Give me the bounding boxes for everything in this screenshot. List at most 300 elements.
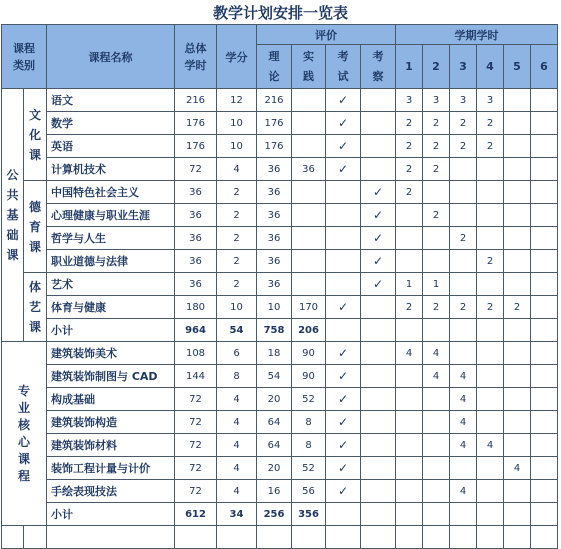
assessment-check [361, 434, 396, 457]
semester-5-hours [504, 204, 531, 227]
semester-3-hours [450, 503, 477, 526]
credits: 2 [217, 250, 257, 273]
semester-4-hours [477, 503, 504, 526]
assessment-check [361, 342, 396, 365]
semester-3-hours: 2 [450, 296, 477, 319]
semester-5-hours [504, 388, 531, 411]
semester-1-hours [396, 227, 423, 250]
semester-5-hours [504, 227, 531, 250]
semester-5-hours [504, 434, 531, 457]
course-name: 职业道德与法律 [47, 250, 175, 273]
credits: 6 [217, 342, 257, 365]
practice-hours [292, 227, 326, 250]
semester-4-hours: 2 [477, 296, 504, 319]
table-row [2, 388, 558, 411]
practice-hours: 8 [292, 434, 326, 457]
semester-6-hours [531, 342, 558, 365]
table-row [2, 365, 558, 388]
section-core: 专业核心课程 [2, 342, 47, 526]
assessment-check: ✓ [361, 250, 396, 273]
credits: 8 [217, 365, 257, 388]
theory-hours: 64 [257, 411, 292, 434]
credits: 2 [217, 204, 257, 227]
exam-check [326, 181, 361, 204]
semester-4-hours [477, 227, 504, 250]
empty-cell [477, 526, 504, 549]
table-row [2, 204, 558, 227]
theory-hours: 36 [257, 227, 292, 250]
header-exam: 考试 [326, 45, 361, 89]
total-hours: 612 [175, 503, 217, 526]
semester-4-hours [477, 181, 504, 204]
semester-5-hours [504, 365, 531, 388]
semester-4-hours [477, 273, 504, 296]
subtotal-row [2, 503, 558, 526]
semester-2-hours: 2 [423, 135, 450, 158]
course-name: 建筑装饰构造 [47, 411, 175, 434]
semester-1-hours [396, 204, 423, 227]
empty-cell [292, 526, 326, 549]
semester-1-hours: 2 [396, 135, 423, 158]
course-name: 艺术 [47, 273, 175, 296]
semester-6-hours [531, 227, 558, 250]
semester-4-hours: 3 [477, 89, 504, 112]
semester-6-hours [531, 135, 558, 158]
theory-hours: 36 [257, 181, 292, 204]
header-course-name: 课程名称 [47, 25, 175, 89]
practice-hours: 56 [292, 480, 326, 503]
theory-hours: 36 [257, 273, 292, 296]
course-name: 数学 [47, 112, 175, 135]
semester-1-hours [396, 365, 423, 388]
semester-2-hours: 2 [423, 112, 450, 135]
course-name: 英语 [47, 135, 175, 158]
course-name: 哲学与人生 [47, 227, 175, 250]
total-hours: 36 [175, 227, 217, 250]
theory-hours: 36 [257, 158, 292, 181]
exam-check [326, 227, 361, 250]
semester-2-hours: 3 [423, 89, 450, 112]
exam-check: ✓ [326, 411, 361, 434]
page-title: 教学计划安排一览表 [212, 4, 348, 22]
semester-4-hours: 2 [477, 135, 504, 158]
header-semester-4: 4 [477, 45, 504, 89]
practice-hours: 36 [292, 158, 326, 181]
semester-1-hours [396, 434, 423, 457]
semester-1-hours: 2 [396, 181, 423, 204]
semester-5-hours [504, 250, 531, 273]
header-assessment: 考察 [361, 45, 396, 89]
exam-check: ✓ [326, 158, 361, 181]
semester-6-hours [531, 365, 558, 388]
table-row [2, 250, 558, 273]
semester-1-hours [396, 503, 423, 526]
total-hours: 72 [175, 457, 217, 480]
empty-cell [396, 526, 423, 549]
semester-6-hours [531, 296, 558, 319]
header-semester-6: 6 [531, 45, 558, 89]
semester-2-hours [423, 388, 450, 411]
table-row [2, 181, 558, 204]
semester-5-hours [504, 319, 531, 342]
semester-1-hours [396, 480, 423, 503]
practice-hours [292, 135, 326, 158]
semester-4-hours: 2 [477, 250, 504, 273]
total-hours: 72 [175, 434, 217, 457]
assessment-check [361, 296, 396, 319]
theory-hours: 216 [257, 89, 292, 112]
exam-check: ✓ [326, 112, 361, 135]
practice-hours [292, 112, 326, 135]
table-row [2, 457, 558, 480]
semester-4-hours [477, 411, 504, 434]
empty-cell [326, 526, 361, 549]
assessment-check: ✓ [361, 227, 396, 250]
credits: 4 [217, 411, 257, 434]
practice-hours: 90 [292, 342, 326, 365]
table-row [2, 480, 558, 503]
total-hours: 72 [175, 480, 217, 503]
theory-hours: 16 [257, 480, 292, 503]
semester-3-hours: 2 [450, 135, 477, 158]
course-name: 计算机技术 [47, 158, 175, 181]
semester-2-hours: 2 [423, 158, 450, 181]
theory-hours: 10 [257, 296, 292, 319]
semester-5-hours [504, 135, 531, 158]
exam-check: ✓ [326, 135, 361, 158]
theory-hours: 758 [257, 319, 292, 342]
assessment-check: ✓ [361, 204, 396, 227]
semester-5-hours [504, 89, 531, 112]
semester-6-hours [531, 181, 558, 204]
semester-1-hours: 2 [396, 158, 423, 181]
semester-6-hours [531, 204, 558, 227]
exam-check: ✓ [326, 342, 361, 365]
practice-hours [292, 273, 326, 296]
semester-5-hours: 4 [504, 457, 531, 480]
course-name: 小计 [47, 319, 175, 342]
semester-2-hours: 2 [423, 204, 450, 227]
semester-6-hours [531, 480, 558, 503]
semester-3-hours: 2 [450, 227, 477, 250]
practice-hours: 52 [292, 388, 326, 411]
practice-hours: 52 [292, 457, 326, 480]
course-name: 装饰工程计量与计价 [47, 457, 175, 480]
semester-6-hours [531, 411, 558, 434]
header-semester-hours: 学期学时 [396, 25, 558, 45]
assessment-check [361, 135, 396, 158]
empty-cell [24, 526, 47, 549]
practice-hours: 206 [292, 319, 326, 342]
semester-4-hours [477, 480, 504, 503]
semester-2-hours: 2 [423, 296, 450, 319]
practice-hours [292, 181, 326, 204]
credits: 2 [217, 181, 257, 204]
practice-hours: 90 [292, 365, 326, 388]
assessment-check: ✓ [361, 273, 396, 296]
assessment-check [361, 89, 396, 112]
semester-5-hours [504, 112, 531, 135]
table-row [2, 89, 558, 112]
semester-2-hours: 1 [423, 273, 450, 296]
semester-3-hours: 4 [450, 388, 477, 411]
semester-5-hours [504, 342, 531, 365]
semester-5-hours [504, 158, 531, 181]
credits: 4 [217, 158, 257, 181]
semester-6-hours [531, 388, 558, 411]
semester-3-hours: 4 [450, 411, 477, 434]
semester-6-hours [531, 112, 558, 135]
total-hours: 72 [175, 388, 217, 411]
semester-6-hours [531, 250, 558, 273]
credits: 4 [217, 457, 257, 480]
teaching-plan-table [1, 24, 558, 549]
theory-hours: 18 [257, 342, 292, 365]
exam-check [326, 204, 361, 227]
total-hours: 36 [175, 250, 217, 273]
empty-cell [2, 526, 24, 549]
semester-3-hours: 4 [450, 434, 477, 457]
semester-2-hours [423, 457, 450, 480]
course-name: 中国特色社会主义 [47, 181, 175, 204]
semester-1-hours [396, 319, 423, 342]
semester-1-hours [396, 411, 423, 434]
semester-4-hours: 4 [477, 434, 504, 457]
course-name: 建筑装饰美术 [47, 342, 175, 365]
credits: 54 [217, 319, 257, 342]
semester-3-hours [450, 342, 477, 365]
assessment-check: ✓ [361, 181, 396, 204]
empty-cell [504, 526, 531, 549]
credits: 10 [217, 112, 257, 135]
section-moral: 德育课 [24, 181, 47, 273]
exam-check [326, 319, 361, 342]
semester-5-hours [504, 503, 531, 526]
theory-hours: 256 [257, 503, 292, 526]
header-semester-3: 3 [450, 45, 477, 89]
semester-1-hours: 2 [396, 112, 423, 135]
assessment-check [361, 319, 396, 342]
total-hours: 180 [175, 296, 217, 319]
exam-check: ✓ [326, 434, 361, 457]
header-evaluation: 评价 [257, 25, 396, 45]
empty-cell [217, 526, 257, 549]
course-name: 建筑装饰材料 [47, 434, 175, 457]
total-hours: 144 [175, 365, 217, 388]
exam-check: ✓ [326, 296, 361, 319]
semester-3-hours: 2 [450, 112, 477, 135]
theory-hours: 20 [257, 457, 292, 480]
empty-cell [423, 526, 450, 549]
semester-5-hours [504, 411, 531, 434]
semester-6-hours [531, 89, 558, 112]
semester-1-hours [396, 457, 423, 480]
semester-2-hours [423, 434, 450, 457]
total-hours: 72 [175, 411, 217, 434]
semester-2-hours [423, 250, 450, 273]
theory-hours: 36 [257, 204, 292, 227]
assessment-check [361, 158, 396, 181]
semester-3-hours [450, 457, 477, 480]
exam-check [326, 250, 361, 273]
semester-2-hours [423, 411, 450, 434]
theory-hours: 176 [257, 112, 292, 135]
semester-3-hours [450, 250, 477, 273]
semester-1-hours: 1 [396, 273, 423, 296]
credits: 12 [217, 89, 257, 112]
semester-3-hours [450, 204, 477, 227]
semester-1-hours [396, 388, 423, 411]
theory-hours: 64 [257, 434, 292, 457]
semester-1-hours [396, 250, 423, 273]
semester-3-hours: 4 [450, 480, 477, 503]
header-semester-1: 1 [396, 45, 423, 89]
total-hours: 36 [175, 273, 217, 296]
semester-3-hours [450, 181, 477, 204]
semester-6-hours [531, 503, 558, 526]
semester-2-hours [423, 503, 450, 526]
credits: 10 [217, 296, 257, 319]
semester-4-hours [477, 457, 504, 480]
practice-hours: 8 [292, 411, 326, 434]
credits: 4 [217, 388, 257, 411]
table-row [2, 227, 558, 250]
total-hours: 72 [175, 158, 217, 181]
exam-check: ✓ [326, 480, 361, 503]
exam-check: ✓ [326, 388, 361, 411]
credits: 2 [217, 273, 257, 296]
semester-5-hours: 2 [504, 296, 531, 319]
table-row [2, 342, 558, 365]
practice-hours [292, 89, 326, 112]
practice-hours [292, 204, 326, 227]
table-row [2, 411, 558, 434]
assessment-check [361, 457, 396, 480]
section-art: 体艺课 [24, 273, 47, 342]
theory-hours: 20 [257, 388, 292, 411]
semester-3-hours [450, 273, 477, 296]
course-name: 心理健康与职业生涯 [47, 204, 175, 227]
course-name: 建筑装饰制图与 CAD [47, 365, 175, 388]
total-hours: 176 [175, 135, 217, 158]
semester-2-hours [423, 227, 450, 250]
table-row [2, 135, 558, 158]
credits: 2 [217, 227, 257, 250]
semester-6-hours [531, 434, 558, 457]
semester-4-hours [477, 342, 504, 365]
course-name: 语文 [47, 89, 175, 112]
header-credits: 学分 [217, 25, 257, 89]
header-total-hours: 总体学时 [175, 25, 217, 89]
total-hours: 216 [175, 89, 217, 112]
semester-4-hours [477, 319, 504, 342]
course-name: 构成基础 [47, 388, 175, 411]
table-row [2, 158, 558, 181]
table-row [2, 434, 558, 457]
semester-4-hours [477, 388, 504, 411]
semester-3-hours: 3 [450, 89, 477, 112]
header-theory: 理论 [257, 45, 292, 89]
practice-hours: 356 [292, 503, 326, 526]
semester-6-hours [531, 319, 558, 342]
semester-1-hours: 3 [396, 89, 423, 112]
header-semester-2: 2 [423, 45, 450, 89]
semester-1-hours: 2 [396, 296, 423, 319]
semester-5-hours [504, 273, 531, 296]
semester-2-hours [423, 181, 450, 204]
semester-5-hours [504, 181, 531, 204]
semester-5-hours [504, 480, 531, 503]
exam-check [326, 273, 361, 296]
semester-4-hours [477, 158, 504, 181]
subtotal-row [2, 319, 558, 342]
total-hours: 36 [175, 181, 217, 204]
semester-3-hours [450, 158, 477, 181]
exam-check: ✓ [326, 365, 361, 388]
semester-1-hours: 4 [396, 342, 423, 365]
header-category: 课程类别 [2, 25, 47, 89]
theory-hours: 36 [257, 250, 292, 273]
total-hours: 108 [175, 342, 217, 365]
empty-cell [361, 526, 396, 549]
table-row [2, 112, 558, 135]
semester-4-hours: 2 [477, 112, 504, 135]
course-name: 体育与健康 [47, 296, 175, 319]
total-hours: 176 [175, 112, 217, 135]
semester-2-hours [423, 319, 450, 342]
theory-hours: 54 [257, 365, 292, 388]
semester-2-hours: 4 [423, 342, 450, 365]
theory-hours: 176 [257, 135, 292, 158]
semester-6-hours [531, 158, 558, 181]
empty-cell [450, 526, 477, 549]
credits: 34 [217, 503, 257, 526]
course-name: 小计 [47, 503, 175, 526]
assessment-check [361, 503, 396, 526]
table-row [2, 273, 558, 296]
semester-2-hours [423, 480, 450, 503]
assessment-check [361, 480, 396, 503]
total-hours: 964 [175, 319, 217, 342]
practice-hours: 170 [292, 296, 326, 319]
semester-6-hours [531, 273, 558, 296]
semester-4-hours [477, 365, 504, 388]
empty-cell [47, 526, 175, 549]
assessment-check [361, 411, 396, 434]
credits: 10 [217, 135, 257, 158]
exam-check: ✓ [326, 457, 361, 480]
exam-check: ✓ [326, 89, 361, 112]
exam-check [326, 503, 361, 526]
table-row [2, 296, 558, 319]
credits: 4 [217, 480, 257, 503]
assessment-check [361, 365, 396, 388]
assessment-check [361, 112, 396, 135]
semester-3-hours [450, 319, 477, 342]
empty-cell [257, 526, 292, 549]
semester-3-hours: 4 [450, 365, 477, 388]
credits: 4 [217, 434, 257, 457]
semester-6-hours [531, 457, 558, 480]
total-hours: 36 [175, 204, 217, 227]
section-cultural: 文化课 [24, 89, 47, 181]
section-public: 公共基础课 [2, 89, 24, 342]
practice-hours [292, 250, 326, 273]
course-name: 手绘表现技法 [47, 480, 175, 503]
empty-cell [531, 526, 558, 549]
semester-2-hours: 4 [423, 365, 450, 388]
assessment-check [361, 388, 396, 411]
